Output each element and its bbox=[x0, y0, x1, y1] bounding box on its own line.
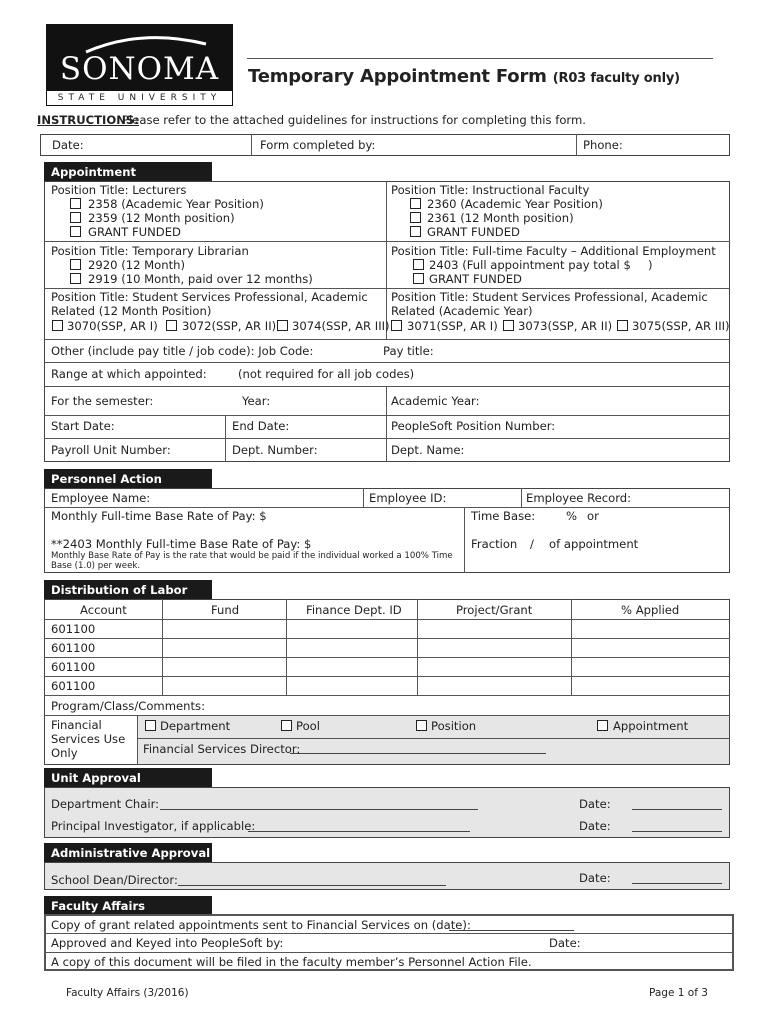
semester-field[interactable]: For the semester: bbox=[51, 394, 154, 408]
ssp-ay-title-2: Related (Academic Year) bbox=[391, 304, 533, 318]
checkbox-2360[interactable] bbox=[410, 198, 421, 209]
dept-chair-signature-line[interactable] bbox=[160, 809, 478, 810]
monthly-rate-field[interactable]: Monthly Full-time Base Rate of Pay: $ bbox=[51, 509, 267, 523]
employee-id-field[interactable]: Employee ID: bbox=[369, 491, 447, 505]
academic-year-field[interactable]: Academic Year: bbox=[391, 394, 480, 408]
table-row[interactable]: 601100 bbox=[51, 679, 96, 693]
checkbox-fulltime-grant[interactable] bbox=[413, 273, 424, 284]
file-note: A copy of this document will be filed in the faculty member’s Personnel Action File. bbox=[51, 955, 532, 969]
option-2358: 2358 (Academic Year Position) bbox=[88, 197, 264, 211]
lecturers-title: Position Title: Lecturers bbox=[51, 183, 187, 197]
instructions-text: Please refer to the attached guidelines for instructions for completing this form. bbox=[122, 113, 586, 127]
checkbox-fs-department[interactable] bbox=[145, 720, 156, 731]
checkbox-3074[interactable] bbox=[277, 320, 288, 331]
option-3070: 3070(SSP, AR I) bbox=[67, 319, 158, 333]
option-2919: 2919 (10 Month, paid over 12 months) bbox=[88, 272, 313, 286]
checkbox-3073[interactable] bbox=[503, 320, 514, 331]
ssp-ay-title-1: Position Title: Student Services Professional, Academic bbox=[391, 290, 708, 304]
pay-title-field[interactable]: Pay title: bbox=[383, 344, 434, 358]
checkbox-fs-position[interactable] bbox=[416, 720, 427, 731]
option-2359: 2359 (12 Month position) bbox=[88, 211, 235, 225]
option-instructional-grant: GRANT FUNDED bbox=[427, 225, 520, 239]
fs-label-3: Only bbox=[51, 746, 78, 760]
table-row[interactable]: 601100 bbox=[51, 660, 96, 674]
col-project-grant: Project/Grant bbox=[456, 603, 533, 617]
option-3073: 3073(SSP, AR II) bbox=[518, 319, 613, 333]
checkbox-3071[interactable] bbox=[391, 320, 402, 331]
dean-signature-line[interactable] bbox=[178, 885, 446, 886]
col-applied: % Applied bbox=[621, 603, 680, 617]
page-title bbox=[248, 66, 680, 87]
completed-by-field[interactable]: Form completed by: bbox=[260, 138, 376, 152]
col-finance-dept: Finance Dept. ID bbox=[306, 603, 402, 617]
dean-label: School Dean/Director: bbox=[51, 873, 178, 887]
dean-date-line[interactable] bbox=[632, 883, 722, 884]
checkbox-lecturer-grant[interactable] bbox=[70, 226, 81, 237]
instructional-title: Position Title: Instructional Faculty bbox=[391, 183, 590, 197]
grant-copy-label: Copy of grant related appointments sent to Financial Services on (date): bbox=[51, 918, 471, 932]
range-field[interactable]: Range at which appointed: bbox=[51, 367, 207, 381]
unit-approval-heading: Unit Approval bbox=[44, 768, 212, 788]
start-date-field[interactable]: Start Date: bbox=[51, 419, 115, 433]
investigator-signature-line[interactable] bbox=[248, 831, 470, 832]
payroll-unit-field[interactable]: Payroll Unit Number: bbox=[51, 443, 171, 457]
time-base-field[interactable]: Time Base: bbox=[471, 509, 536, 523]
option-3075: 3075(SSP, AR III) bbox=[632, 319, 730, 333]
checkbox-2358[interactable] bbox=[70, 198, 81, 209]
ssp-12-title-1: Position Title: Student Services Professional, Academic bbox=[51, 290, 368, 304]
option-lecturer-grant: GRANT FUNDED bbox=[88, 225, 181, 239]
time-base-pct: % bbox=[566, 509, 578, 523]
table-row[interactable]: 601100 bbox=[51, 622, 96, 636]
fs-label-1: Financial bbox=[51, 718, 102, 732]
checkbox-2920[interactable] bbox=[70, 259, 81, 270]
footer-left: Faculty Affairs (3/2016) bbox=[66, 987, 189, 999]
checkbox-3075[interactable] bbox=[617, 320, 628, 331]
checkbox-2361[interactable] bbox=[410, 212, 421, 223]
checkbox-3072[interactable] bbox=[166, 320, 177, 331]
grant-copy-date-line[interactable] bbox=[449, 930, 574, 931]
checkbox-3070[interactable] bbox=[52, 320, 63, 331]
fs-director-label: Financial Services Director: bbox=[143, 742, 301, 756]
keyed-label: Approved and Keyed into PeopleSoft by: bbox=[51, 936, 284, 950]
instructions-label: INSTRUCTIONS: bbox=[37, 113, 139, 127]
logo-subtitle: STATE UNIVERSITY bbox=[46, 90, 233, 106]
fraction-field[interactable]: Fraction bbox=[471, 537, 518, 551]
year-field[interactable]: Year: bbox=[242, 394, 271, 408]
checkbox-fs-appointment[interactable] bbox=[597, 720, 608, 731]
dept-chair-date-label: Date: bbox=[579, 797, 611, 811]
fs-option-appointment: Appointment bbox=[613, 719, 689, 733]
checkbox-instructional-grant[interactable] bbox=[410, 226, 421, 237]
option-fulltime-grant: GRANT FUNDED bbox=[429, 272, 522, 286]
dean-date-label: Date: bbox=[579, 871, 611, 885]
librarian-title: Position Title: Temporary Librarian bbox=[51, 244, 249, 258]
phone-field[interactable]: Phone: bbox=[583, 138, 623, 152]
dept-chair-label: Department Chair: bbox=[51, 797, 160, 811]
option-2403: 2403 (Full appointment pay total $ bbox=[429, 258, 631, 272]
investigator-label: Principal Investigator, if applicable: bbox=[51, 819, 256, 833]
option-3071: 3071(SSP, AR I) bbox=[407, 319, 498, 333]
investigator-date-label: Date: bbox=[579, 819, 611, 833]
form-title-note: (R03 faculty only) bbox=[552, 71, 680, 86]
checkbox-2359[interactable] bbox=[70, 212, 81, 223]
range-note: (not required for all job codes) bbox=[238, 367, 415, 381]
faculty-affairs-heading: Faculty Affairs bbox=[44, 896, 212, 916]
option-3072: 3072(SSP, AR II) bbox=[182, 319, 277, 333]
form-title: Temporary Appointment Form bbox=[248, 66, 547, 87]
table-row[interactable]: 601100 bbox=[51, 641, 96, 655]
fraction-slash: / bbox=[530, 537, 534, 551]
investigator-date-line[interactable] bbox=[632, 831, 722, 832]
rate-2403-field[interactable]: **2403 Monthly Full-time Base Rate of Pay: $ bbox=[51, 537, 312, 551]
fs-option-position: Position bbox=[431, 719, 477, 733]
fs-option-pool: Pool bbox=[296, 719, 320, 733]
rate-note-2: Base (1.0) per week. bbox=[51, 561, 141, 571]
peoplesoft-position-field[interactable]: PeopleSoft Position Number: bbox=[391, 419, 556, 433]
checkbox-2919[interactable] bbox=[70, 273, 81, 284]
fulltime-title: Position Title: Full-time Faculty – Additional Employment bbox=[391, 244, 716, 258]
time-base-or: or bbox=[587, 509, 599, 523]
dept-name-field[interactable]: Dept. Name: bbox=[391, 443, 465, 457]
fraction-of: of appointment bbox=[549, 537, 639, 551]
option-3074: 3074(SSP, AR III) bbox=[292, 319, 390, 333]
labor-heading: Distribution of Labor Cost bbox=[44, 580, 212, 600]
col-fund: Fund bbox=[211, 603, 240, 617]
fs-option-department: Department bbox=[160, 719, 231, 733]
checkbox-2403[interactable] bbox=[413, 259, 424, 270]
page-number: Page 1 of 3 bbox=[649, 987, 708, 999]
title-rule bbox=[247, 58, 713, 59]
fs-label-2: Services Use bbox=[51, 732, 126, 746]
fs-director-signature-line[interactable] bbox=[290, 753, 546, 754]
top-row-box bbox=[40, 134, 730, 156]
personnel-heading: Personnel Action bbox=[44, 469, 212, 489]
keyed-date-label: Date: bbox=[549, 936, 581, 950]
date-field[interactable]: Date: bbox=[52, 138, 84, 152]
checkbox-fs-pool[interactable] bbox=[281, 720, 292, 731]
dept-number-field[interactable]: Dept. Number: bbox=[232, 443, 318, 457]
option-2403-close: ) bbox=[648, 258, 653, 272]
ssp-12-title-2: Related (12 Month Position) bbox=[51, 304, 212, 318]
dept-chair-date-line[interactable] bbox=[632, 809, 722, 810]
col-account: Account bbox=[80, 603, 127, 617]
logo-main-text: SONOMA bbox=[59, 51, 220, 87]
other-job-code-field[interactable]: Other (include pay title / job code): Job Code: bbox=[51, 344, 314, 358]
comments-field[interactable]: Program/Class/Comments: bbox=[51, 699, 205, 713]
employee-record-field[interactable]: Employee Record: bbox=[526, 491, 632, 505]
appointment-heading: Appointment bbox=[44, 162, 212, 182]
rate-note-1: Monthly Base Rate of Pay is the rate that would be paid if the individual worked a 100% Time bbox=[51, 551, 453, 561]
option-2360: 2360 (Academic Year Position) bbox=[427, 197, 603, 211]
option-2361: 2361 (12 Month position) bbox=[427, 211, 574, 225]
admin-approval-heading: Administrative Approval bbox=[44, 843, 212, 863]
employee-name-field[interactable]: Employee Name: bbox=[51, 491, 151, 505]
end-date-field[interactable]: End Date: bbox=[232, 419, 290, 433]
option-2920: 2920 (12 Month) bbox=[88, 258, 186, 272]
